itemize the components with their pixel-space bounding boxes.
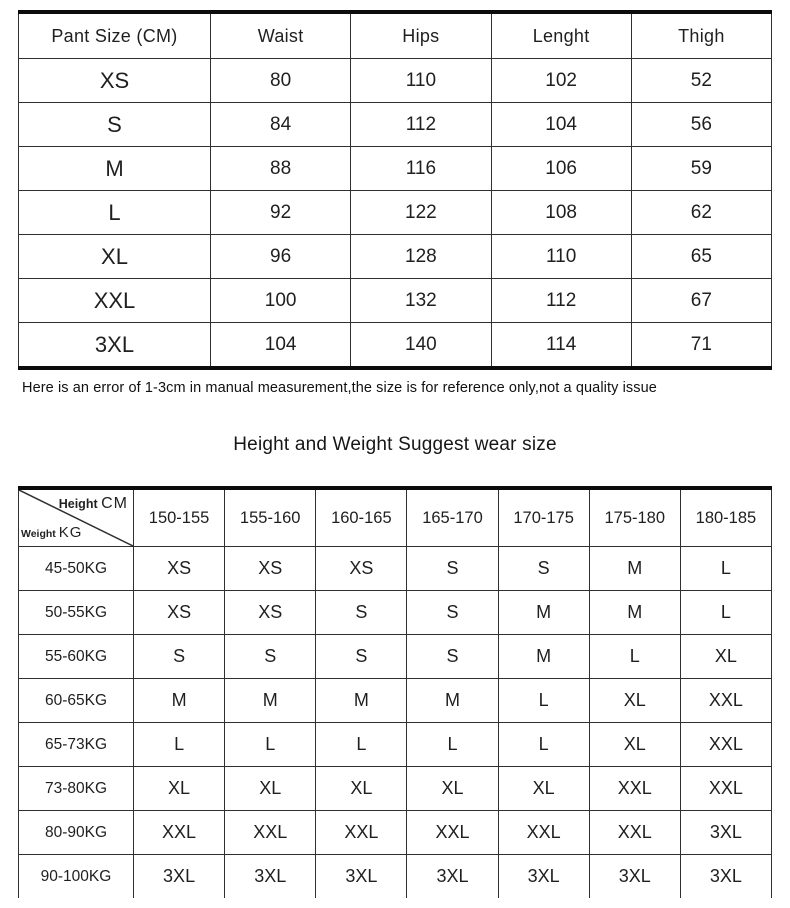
length-value: 110 bbox=[491, 235, 631, 279]
measurement-note: Here is an error of 1-3cm in manual measurement,the size is for reference only,not a quality issue bbox=[22, 380, 657, 396]
hips-value: 132 bbox=[351, 279, 491, 323]
suggest-size-cell: L bbox=[407, 723, 498, 767]
suggest-size-cell: M bbox=[225, 679, 316, 723]
size-label: 3XL bbox=[19, 323, 211, 369]
height-weight-suggest-table bbox=[18, 486, 772, 898]
suggest-size-cell: S bbox=[407, 547, 498, 591]
suggest-row bbox=[19, 767, 772, 811]
suggest-size-cell: XXL bbox=[134, 811, 225, 855]
suggest-size-cell: L bbox=[134, 723, 225, 767]
suggest-size-cell: L bbox=[225, 723, 316, 767]
suggest-size-cell: XXL bbox=[589, 767, 680, 811]
length-value: 112 bbox=[491, 279, 631, 323]
suggest-size-cell: M bbox=[134, 679, 225, 723]
corner-weight-label: Weight KG bbox=[21, 524, 83, 541]
pant-row-3xl bbox=[19, 323, 772, 369]
suggest-size-cell: M bbox=[589, 547, 680, 591]
suggest-size-cell: XL bbox=[589, 679, 680, 723]
suggest-size-cell: 3XL bbox=[407, 855, 498, 899]
suggest-size-cell: L bbox=[498, 679, 589, 723]
waist-value: 92 bbox=[211, 191, 351, 235]
height-col-header: 150-155 bbox=[134, 488, 225, 547]
waist-value: 100 bbox=[211, 279, 351, 323]
suggest-size-cell: XL bbox=[498, 767, 589, 811]
hips-value: 140 bbox=[351, 323, 491, 369]
suggest-size-cell: M bbox=[498, 591, 589, 635]
thigh-value: 62 bbox=[631, 191, 771, 235]
size-label: S bbox=[19, 103, 211, 147]
col-header-thigh: Thigh bbox=[631, 12, 771, 59]
suggest-size-cell: XS bbox=[134, 547, 225, 591]
suggest-size-cell: 3XL bbox=[680, 811, 771, 855]
suggest-size-cell: XS bbox=[225, 591, 316, 635]
suggest-row bbox=[19, 723, 772, 767]
weight-range-label: 80-90KG bbox=[19, 811, 134, 855]
suggest-size-cell: L bbox=[680, 591, 771, 635]
pant-row-xs bbox=[19, 59, 772, 103]
col-header-hips: Hips bbox=[351, 12, 491, 59]
suggest-size-cell: XL bbox=[589, 723, 680, 767]
col-header-pant-size: Pant Size (CM) bbox=[19, 12, 211, 59]
length-value: 106 bbox=[491, 147, 631, 191]
waist-value: 80 bbox=[211, 59, 351, 103]
suggest-size-cell: L bbox=[589, 635, 680, 679]
height-col-header: 155-160 bbox=[225, 488, 316, 547]
suggest-size-cell: XXL bbox=[225, 811, 316, 855]
suggest-size-cell: XXL bbox=[498, 811, 589, 855]
weight-range-label: 45-50KG bbox=[19, 547, 134, 591]
pant-table-header-row bbox=[19, 12, 772, 59]
pant-size-table bbox=[18, 10, 772, 370]
suggest-size-cell: S bbox=[498, 547, 589, 591]
pant-row-l bbox=[19, 191, 772, 235]
weight-range-label: 73-80KG bbox=[19, 767, 134, 811]
pant-row-m bbox=[19, 147, 772, 191]
suggest-size-cell: XL bbox=[680, 635, 771, 679]
height-col-header: 165-170 bbox=[407, 488, 498, 547]
suggest-size-cell: 3XL bbox=[225, 855, 316, 899]
pant-row-xxl bbox=[19, 279, 772, 323]
length-value: 102 bbox=[491, 59, 631, 103]
suggest-size-cell: S bbox=[407, 591, 498, 635]
suggest-size-cell: L bbox=[498, 723, 589, 767]
height-col-header: 170-175 bbox=[498, 488, 589, 547]
height-weight-corner-cell bbox=[19, 488, 134, 547]
hips-value: 122 bbox=[351, 191, 491, 235]
waist-value: 96 bbox=[211, 235, 351, 279]
suggest-size-cell: M bbox=[407, 679, 498, 723]
suggest-size-cell: L bbox=[680, 547, 771, 591]
suggest-size-cell: S bbox=[316, 635, 407, 679]
suggest-size-cell: XS bbox=[134, 591, 225, 635]
suggest-row bbox=[19, 635, 772, 679]
suggest-size-cell: XL bbox=[316, 767, 407, 811]
pant-row-s bbox=[19, 103, 772, 147]
suggest-size-cell: XS bbox=[316, 547, 407, 591]
hips-value: 128 bbox=[351, 235, 491, 279]
weight-range-label: 65-73KG bbox=[19, 723, 134, 767]
height-col-header: 175-180 bbox=[589, 488, 680, 547]
col-header-waist: Waist bbox=[211, 12, 351, 59]
suggest-size-cell: 3XL bbox=[134, 855, 225, 899]
suggest-size-cell: XXL bbox=[589, 811, 680, 855]
length-value: 104 bbox=[491, 103, 631, 147]
suggest-size-cell: 3XL bbox=[316, 855, 407, 899]
hips-value: 112 bbox=[351, 103, 491, 147]
thigh-value: 67 bbox=[631, 279, 771, 323]
weight-range-label: 55-60KG bbox=[19, 635, 134, 679]
thigh-value: 56 bbox=[631, 103, 771, 147]
suggest-size-cell: XXL bbox=[407, 811, 498, 855]
hips-value: 110 bbox=[351, 59, 491, 103]
suggest-size-cell: M bbox=[498, 635, 589, 679]
suggest-size-cell: XL bbox=[134, 767, 225, 811]
waist-value: 104 bbox=[211, 323, 351, 369]
col-header-length: Lenght bbox=[491, 12, 631, 59]
waist-value: 88 bbox=[211, 147, 351, 191]
size-label: M bbox=[19, 147, 211, 191]
thigh-value: 71 bbox=[631, 323, 771, 369]
thigh-value: 52 bbox=[631, 59, 771, 103]
waist-value: 84 bbox=[211, 103, 351, 147]
thigh-value: 65 bbox=[631, 235, 771, 279]
suggest-size-cell: S bbox=[316, 591, 407, 635]
suggest-size-cell: L bbox=[316, 723, 407, 767]
weight-range-label: 60-65KG bbox=[19, 679, 134, 723]
length-value: 114 bbox=[491, 323, 631, 369]
suggest-section-title: Height and Weight Suggest wear size bbox=[233, 434, 557, 455]
pant-row-xl bbox=[19, 235, 772, 279]
size-label: L bbox=[19, 191, 211, 235]
suggest-row bbox=[19, 679, 772, 723]
suggest-size-cell: XXL bbox=[316, 811, 407, 855]
suggest-header-row bbox=[19, 488, 772, 547]
size-label: XXL bbox=[19, 279, 211, 323]
suggest-size-cell: S bbox=[225, 635, 316, 679]
suggest-row bbox=[19, 591, 772, 635]
length-value: 108 bbox=[491, 191, 631, 235]
suggest-size-cell: XL bbox=[407, 767, 498, 811]
thigh-value: 59 bbox=[631, 147, 771, 191]
suggest-size-cell: 3XL bbox=[498, 855, 589, 899]
suggest-row bbox=[19, 855, 772, 899]
suggest-row bbox=[19, 547, 772, 591]
height-col-header: 180-185 bbox=[680, 488, 771, 547]
size-label: XS bbox=[19, 59, 211, 103]
suggest-size-cell: M bbox=[316, 679, 407, 723]
weight-range-label: 50-55KG bbox=[19, 591, 134, 635]
suggest-row bbox=[19, 811, 772, 855]
height-col-header: 160-165 bbox=[316, 488, 407, 547]
suggest-size-cell: S bbox=[407, 635, 498, 679]
suggest-size-cell: 3XL bbox=[680, 855, 771, 899]
weight-range-label: 90-100KG bbox=[19, 855, 134, 899]
hips-value: 116 bbox=[351, 147, 491, 191]
suggest-size-cell: XXL bbox=[680, 679, 771, 723]
corner-height-label: Height CM bbox=[58, 495, 128, 512]
suggest-size-cell: M bbox=[589, 591, 680, 635]
suggest-size-cell: XL bbox=[225, 767, 316, 811]
suggest-size-cell: S bbox=[134, 635, 225, 679]
suggest-size-cell: XXL bbox=[680, 723, 771, 767]
size-label: XL bbox=[19, 235, 211, 279]
suggest-size-cell: XXL bbox=[680, 767, 771, 811]
suggest-size-cell: 3XL bbox=[589, 855, 680, 899]
suggest-size-cell: XS bbox=[225, 547, 316, 591]
